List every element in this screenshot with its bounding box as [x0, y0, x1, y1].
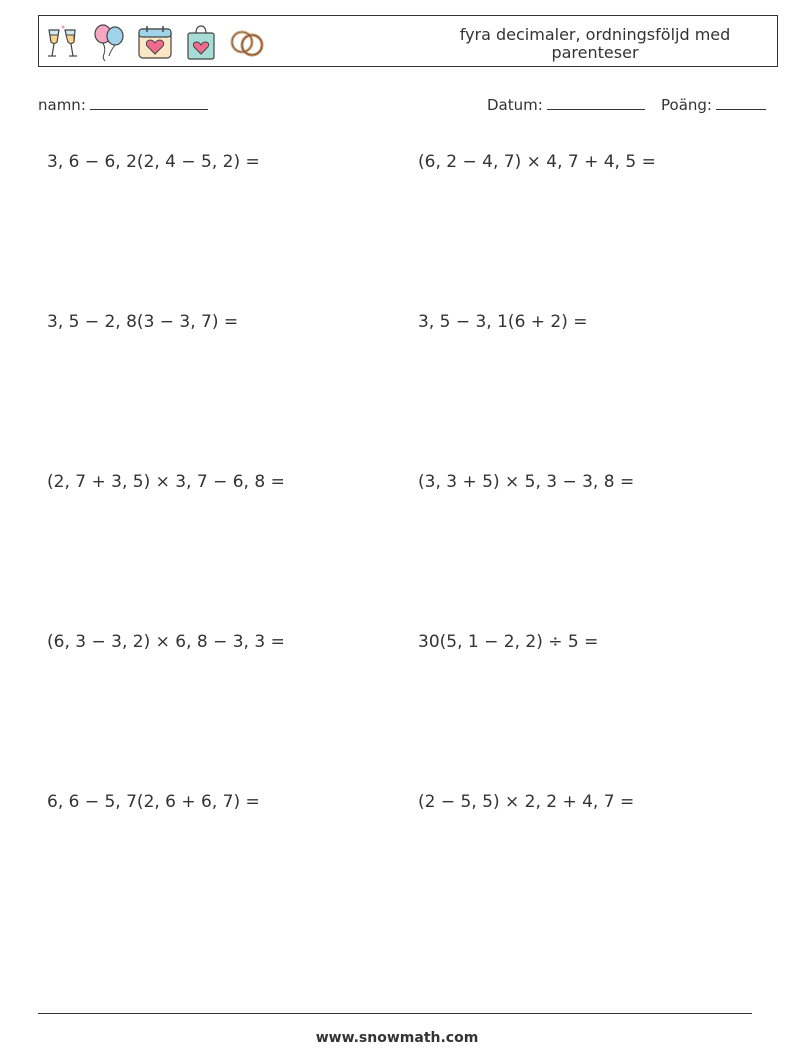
- problem-4: 3, 5 − 3, 1(6 + 2) =: [418, 312, 588, 332]
- wedding-rings-icon: [227, 22, 267, 62]
- date-label: Datum:: [487, 96, 543, 114]
- gift-bag-heart-icon: [181, 22, 221, 62]
- date-field[interactable]: [487, 95, 645, 114]
- worksheet-header: [38, 15, 778, 67]
- score-blank[interactable]: [716, 95, 766, 110]
- name-blank[interactable]: [90, 95, 208, 110]
- problem-8: 30(5, 1 − 2, 2) ÷ 5 =: [418, 632, 599, 652]
- header-icons: [43, 21, 267, 63]
- footer-divider: [38, 1013, 752, 1014]
- problem-10: (2 − 5, 5) × 2, 2 + 4, 7 =: [418, 792, 635, 812]
- problem-7: (6, 3 − 3, 2) × 6, 8 − 3, 3 =: [47, 632, 285, 652]
- problem-6: (3, 3 + 5) × 5, 3 − 3, 8 =: [418, 472, 635, 492]
- calendar-heart-icon: [135, 22, 175, 62]
- score-field[interactable]: [661, 95, 766, 114]
- problem-5: (2, 7 + 3, 5) × 3, 7 − 6, 8 =: [47, 472, 285, 492]
- problem-2: (6, 2 − 4, 7) × 4, 7 + 4, 5 =: [418, 152, 656, 172]
- name-field[interactable]: [38, 95, 208, 114]
- date-blank[interactable]: [547, 95, 645, 110]
- balloons-icon: [89, 22, 129, 62]
- footer-url[interactable]: www.snowmath.com: [315, 1030, 479, 1046]
- problem-1: 3, 6 − 6, 2(2, 4 − 5, 2) =: [47, 152, 260, 172]
- champagne-glasses-icon: [43, 22, 83, 62]
- score-label: Poäng:: [661, 96, 712, 114]
- worksheet-title: fyra decimaler, ordningsföljd med parenteser: [459, 25, 731, 62]
- problem-9: 6, 6 − 5, 7(2, 6 + 6, 7) =: [47, 792, 260, 812]
- problem-3: 3, 5 − 2, 8(3 − 3, 7) =: [47, 312, 239, 332]
- name-label: namn:: [38, 96, 86, 114]
